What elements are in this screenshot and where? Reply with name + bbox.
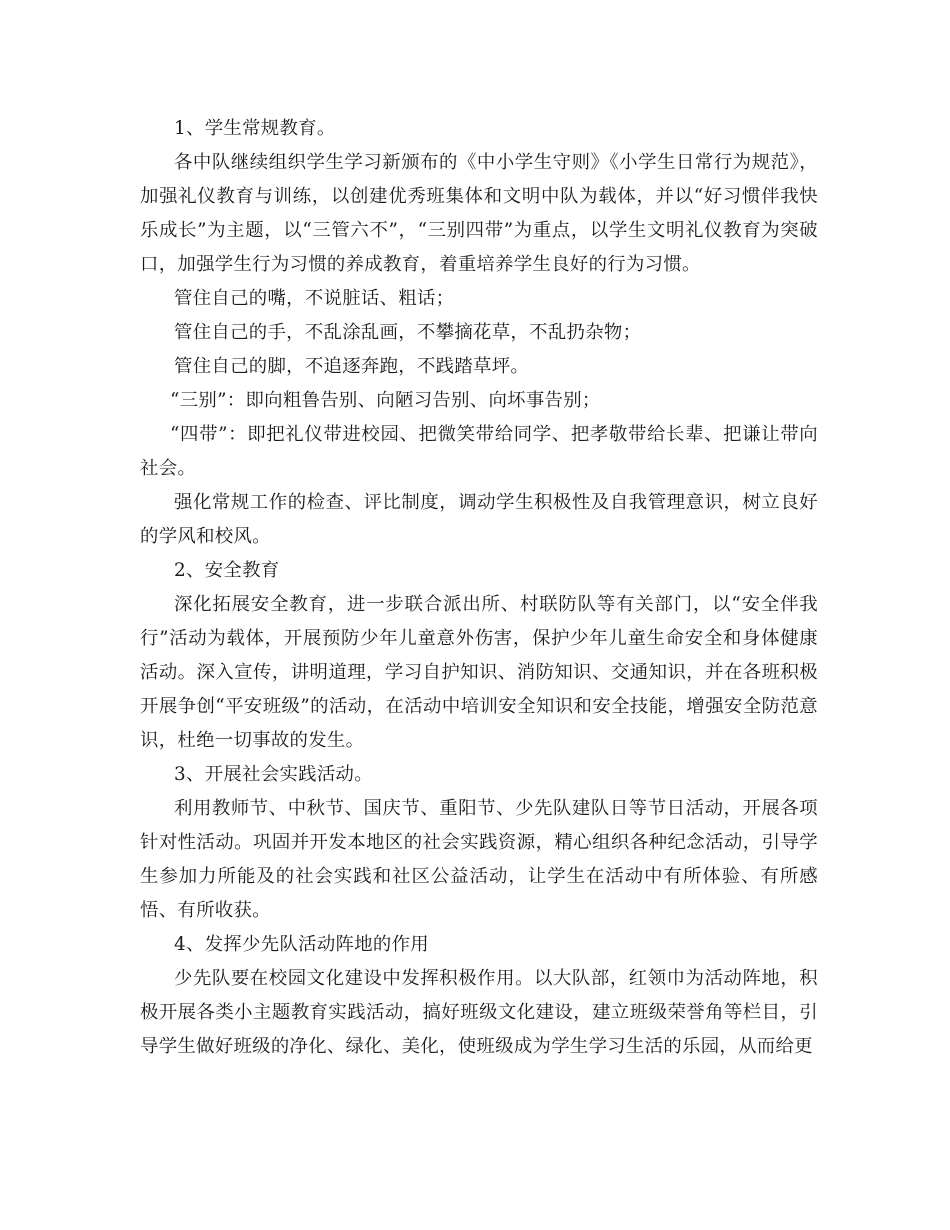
body-paragraph: “三别”：即向粗鲁告别、向陋习告别、向坏事告别； bbox=[170, 390, 601, 411]
section-heading: 3、开展社会实践活动。 bbox=[174, 764, 373, 785]
body-paragraph: 管住自己的手，不乱涂乱画，不攀摘花草，不乱扔杂物； bbox=[174, 322, 642, 343]
body-paragraph: 管住自己的脚，不追逐奔跑，不践踏草坪。 bbox=[174, 356, 530, 377]
body-paragraph: “四带”：即把礼仪带进校园、把微笑带给同学、把孝敬带给长辈、把谦让带向社会。 bbox=[140, 424, 818, 479]
section-pioneer-activities bbox=[140, 928, 818, 1064]
section-heading: 1、学生常规教育。 bbox=[174, 118, 336, 139]
document-page bbox=[140, 112, 818, 1064]
body-paragraph: 深化拓展安全教育，进一步联合派出所、村联防队等有关部门，以“安全伴我行”活动为载体，开展预防少年儿童意外伤害，保护少年儿童生命安全和身体健康活动。深入宣传，讲明道理，学习自护知识、消防知识、交通知识，并在各班积极开展争创“平安班级”的活动，在活动中培训安全知识和安全技能，增强安全防范意识，杜绝一切事故的发生。 bbox=[140, 594, 818, 751]
section-routine-education bbox=[140, 112, 818, 554]
section-heading: 2、安全教育 bbox=[174, 560, 280, 581]
section-heading: 4、发挥少先队活动阵地的作用 bbox=[174, 934, 429, 955]
body-paragraph: 各中队继续组织学生学习新颁布的《中小学生守则》《小学生日常行为规范》，加强礼仪教育与训练，以创建优秀班集体和文明中队为载体，并以“好习惯伴我快乐成长”为主题，以“三管六不”，“三别四带”为重点，以学生文明礼仪教育为突破口，加强学生行为习惯的养成教育，着重培养学生良好的行为习惯。 bbox=[140, 152, 818, 275]
body-paragraph: 少先队要在校园文化建设中发挥积极作用。以大队部，红领巾为活动阵地，积极开展各类小主题教育实践活动，搞好班级文化建设，建立班级荣誉角等栏目，引导学生做好班级的净化、绿化、美化，使班级成为学生学习生活的乐园，从而给更 bbox=[140, 968, 818, 1057]
body-paragraph: 管住自己的嘴，不说脏话、粗话； bbox=[174, 288, 455, 309]
section-safety-education bbox=[140, 554, 818, 758]
body-paragraph: 强化常规工作的检查、评比制度，调动学生积极性及自我管理意识，树立良好的学风和校风。 bbox=[140, 492, 818, 547]
section-social-practice bbox=[140, 758, 818, 928]
body-paragraph: 利用教师节、中秋节、国庆节、重阳节、少先队建队日等节日活动，开展各项针对性活动。巩固并开发本地区的社会实践资源，精心组织各种纪念活动，引导学生参加力所能及的社会实践和社区公益活动，让学生在活动中有所体验、有所感悟、有所收获。 bbox=[140, 798, 818, 921]
